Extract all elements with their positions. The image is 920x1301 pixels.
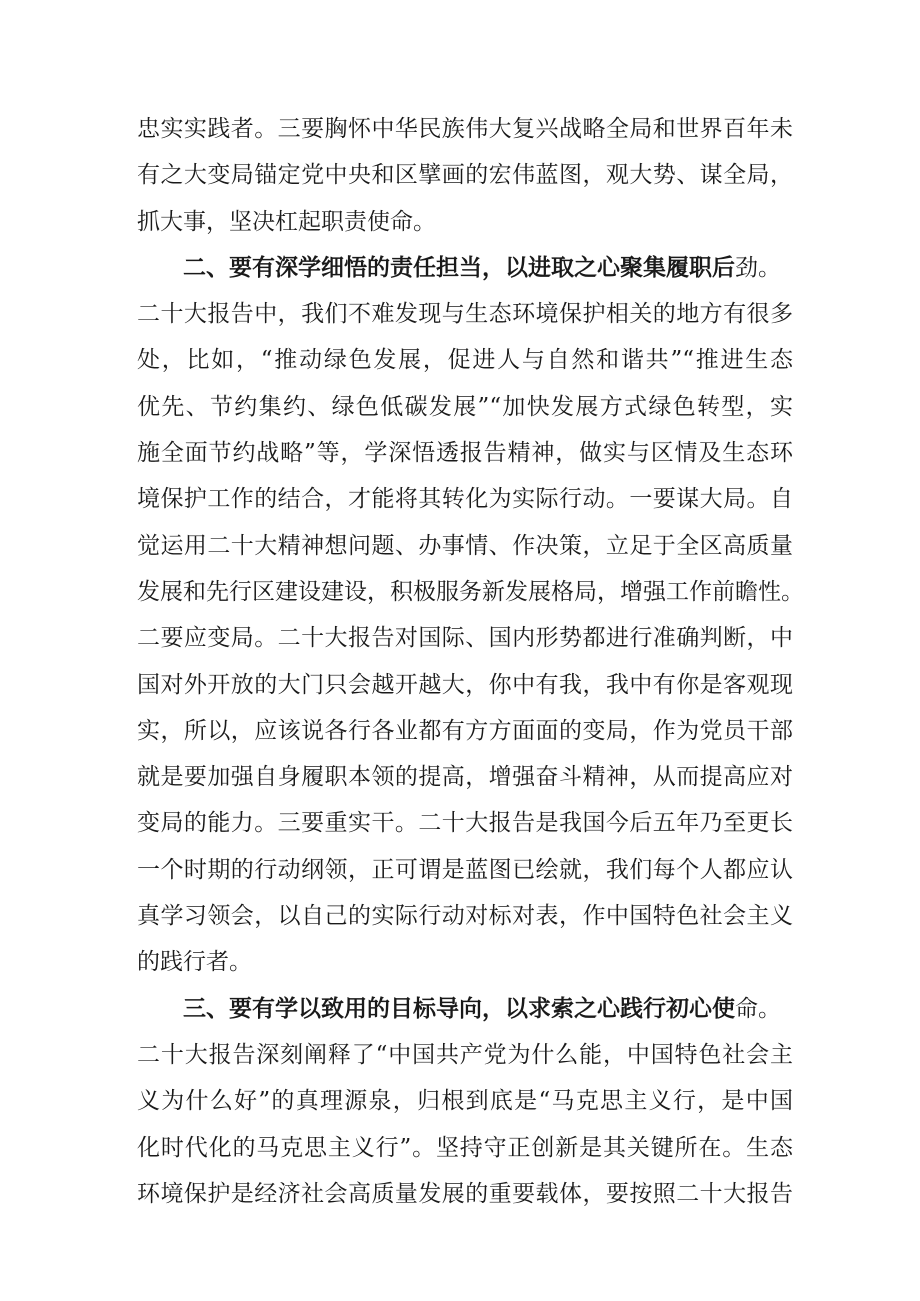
section-heading-tail: 劲。: [735, 254, 781, 281]
text-line: 忠实实践者。三要胸怀中华民族伟大复兴战略全局和世界百年未: [137, 116, 793, 142]
text-line: 真学习领会，以自己的实际行动对标对表，作中国特色社会主义: [137, 903, 793, 930]
text-line: 发展和先行区建设建设，积极服务新发展格局，增强工作前瞻性。: [137, 578, 804, 605]
text-line: 的践行者。: [137, 949, 252, 976]
text-line: 义为什么好”的真理源泉，归根到底是“马克思主义行，是中国: [137, 1088, 793, 1115]
document-body: [137, 106, 804, 1217]
text-line: 化时代化的马克思主义行”。坚持守正创新是其关键所在。生态: [137, 1134, 793, 1161]
text-line: 施全面节约战略”等，学深悟透报告精神，做实与区情及生态环: [137, 440, 793, 467]
text-line: 二要应变局。二十大报告对国际、国内形势都进行准确判断，中: [137, 625, 793, 652]
text-line: 环境保护是经济社会高质量发展的重要载体，要按照二十大报告: [137, 1180, 793, 1207]
text-line: 处，比如，“推动绿色发展，促进人与自然和谐共”“推进生态: [137, 347, 793, 374]
text-line: 有之大变局锚定党中央和区擘画的宏伟蓝图，观大势、谋全局，: [137, 162, 793, 189]
text-line: 二十大报告深刻阐释了“中国共产党为什么能，中国特色社会主: [137, 1041, 793, 1068]
section-2: [137, 245, 804, 986]
section-heading-bold: 二、要有深学细悟的责任担当，以进取之心聚集履职后: [183, 254, 735, 281]
paragraph-1: [137, 106, 793, 245]
section-heading: [137, 986, 793, 1032]
text-line: 二十大报告中，我们不难发现与生态环境保护相关的地方有很多: [137, 301, 793, 328]
text-line: 一个时期的行动纲领，正可谓是蓝图已绘就，我们每个人都应认: [137, 856, 793, 883]
text-line: 实，所以，应该说各行各业都有方方面面的变局，作为党员干部: [137, 717, 793, 744]
text-line: 抓大事，坚决杠起职责使命。: [137, 208, 436, 235]
text-line: 变局的能力。三要重实干。二十大报告是我国今后五年乃至更长: [137, 810, 793, 837]
text-line: 优先、节约集约、绿色低碳发展”“加快发展方式绿色转型，实: [137, 393, 793, 420]
text-line: 就是要加强自身履职本领的提高，增强奋斗精神，从而提高应对: [137, 764, 793, 791]
section-heading-bold: 三、要有学以致用的目标导向，以求索之心践行初心使: [183, 995, 735, 1022]
section-heading-tail: 命。: [735, 995, 781, 1022]
text-line: 境保护工作的结合，才能将其转化为实际行动。一要谋大局。自: [137, 486, 793, 513]
section-heading: [137, 245, 793, 291]
text-line: 觉运用二十大精神想问题、办事情、作决策，立足于全区高质量: [137, 532, 793, 559]
section-3: [137, 986, 793, 1217]
text-line: 国对外开放的大门只会越开越大，你中有我，我中有你是客观现: [137, 671, 793, 698]
